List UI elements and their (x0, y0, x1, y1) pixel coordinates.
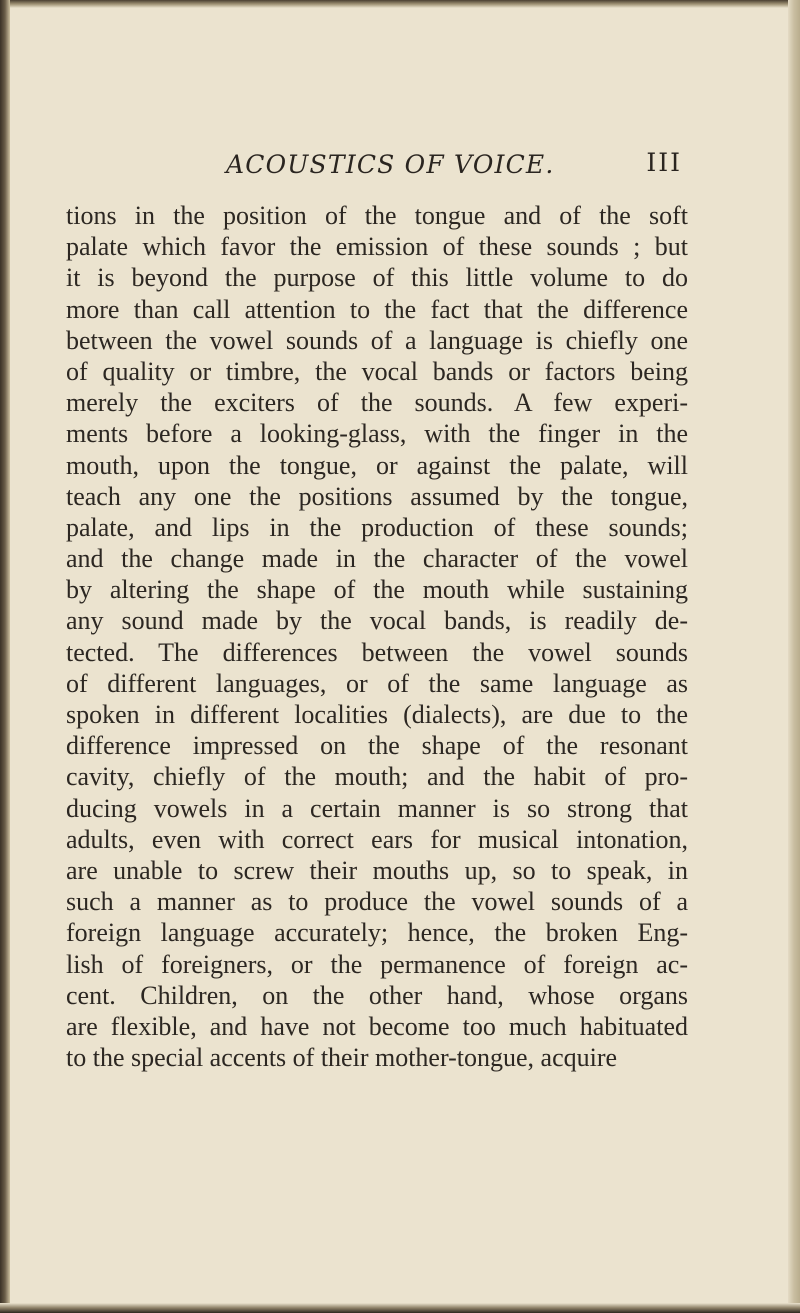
page-bottom-edge (0, 1303, 800, 1313)
text-line: such a manner as to produce the vowel sounds of a (66, 887, 688, 917)
text-line: tions in the position of the tongue and of the soft (66, 201, 688, 230)
text-line: it is beyond the purpose of this little volume to do (66, 263, 688, 293)
text-line: palate, and lips in the production of these sounds; (66, 512, 688, 542)
text-line: merely the exciters of the sounds. A few experi- (66, 388, 688, 418)
text-line: more than call attention to the fact that the difference (66, 294, 688, 324)
text-line: are unable to screw their mouths up, so to speak, in (66, 855, 688, 885)
running-head-title: ACOUSTICS OF VOICE. (226, 150, 555, 179)
text-line: palate which favor the emission of these sounds ; but (66, 232, 688, 262)
text-line: cavity, chiefly of the mouth; and the habit of pro- (66, 762, 688, 792)
text-line: adults, even with correct ears for musical intonation, (66, 824, 688, 854)
text-line: difference impressed on the shape of the resonant (66, 731, 688, 761)
text-line: spoken in different localities (dialects), are due to the (66, 700, 688, 729)
text-line: and the change made in the character of the vowel (66, 544, 688, 574)
text-line: are flexible, and have not become too much habituated (66, 1011, 688, 1041)
text-line: to the special accents of their mother-tongue, acquire (66, 1043, 618, 1073)
text-line: any sound made by the vocal bands, is readily de- (66, 606, 688, 636)
text-line: foreign language accurately; hence, the broken Eng- (66, 918, 688, 948)
text-line: lish of foreigners, or the permanence of foreign ac- (66, 949, 688, 979)
page-right-edge (788, 0, 800, 1313)
text-line: cent. Children, on the other hand, whose organs (66, 980, 688, 1010)
page-number: III (646, 148, 682, 177)
page-binding-edge (0, 0, 10, 1313)
text-line: between the vowel sounds of a language is chiefly one (66, 325, 688, 355)
text-line: ments before a looking-glass, with the finger in the (66, 419, 688, 449)
text-line: of quality or timbre, the vocal bands or factors being (66, 356, 688, 386)
page-top-edge (0, 0, 800, 8)
running-head (60, 146, 700, 186)
text-line: tected. The differences between the vowel sounds (66, 637, 688, 667)
text-line: teach any one the positions assumed by the tongue, (66, 481, 688, 511)
text-line: by altering the shape of the mouth while sustaining (66, 575, 688, 605)
body-text (66, 200, 688, 1073)
text-line: ducing vowels in a certain manner is so strong that (66, 793, 688, 823)
text-line: of different languages, or of the same language as (66, 668, 688, 698)
text-line: mouth, upon the tongue, or against the palate, will (66, 450, 688, 480)
